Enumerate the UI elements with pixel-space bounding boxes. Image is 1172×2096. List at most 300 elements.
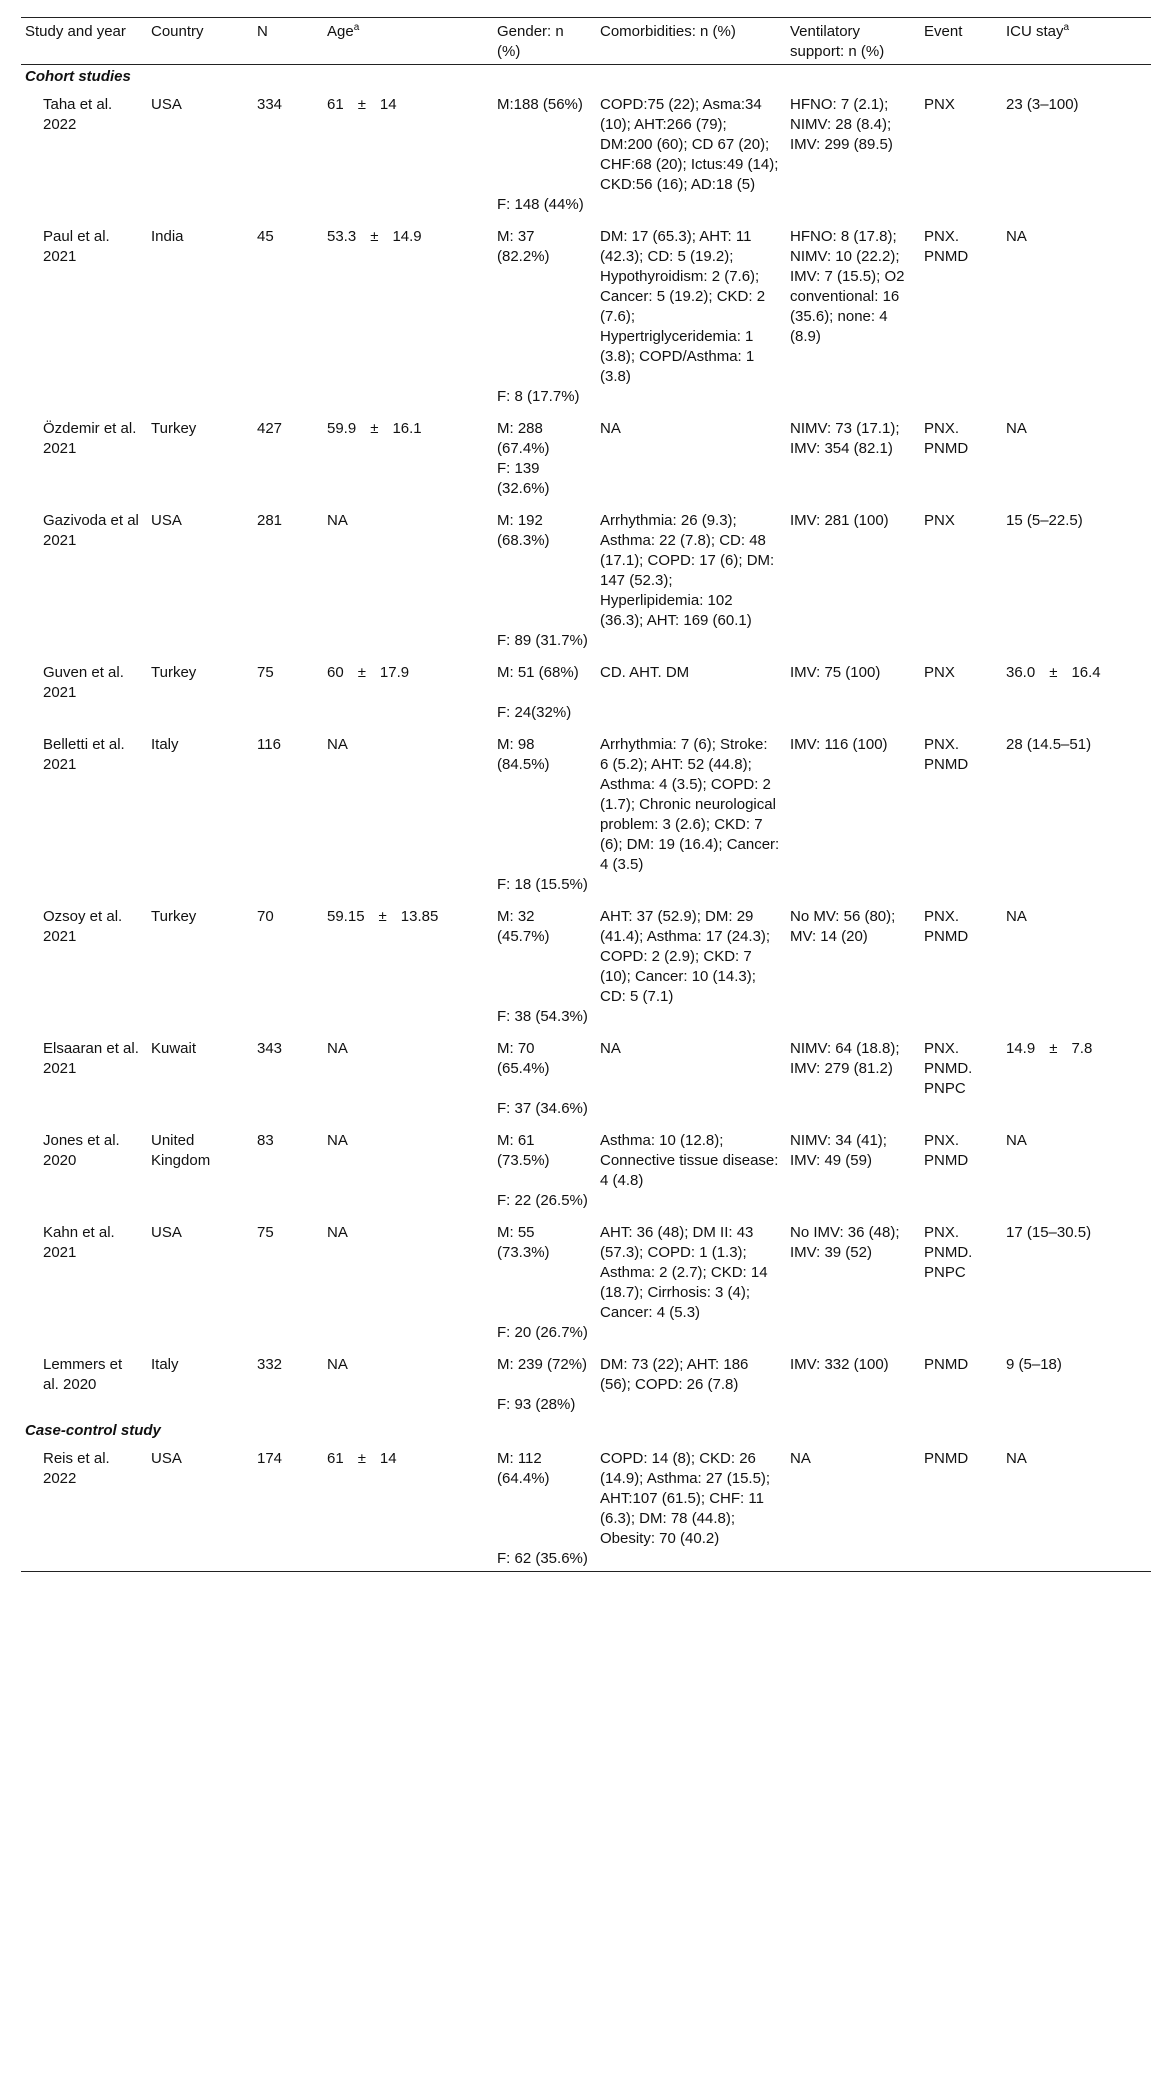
cell-empty [21, 631, 147, 655]
cell-event: PNX [924, 96, 955, 113]
cell-comorbidities: AHT: 37 (52.9); DM: 29 (41.4); Asthma: 17 (24.3); COPD: 2 (2.9); CKD: 7 (10); Cancer: 10 (14.3); CD: 5 (7.1) [600, 908, 771, 1005]
cell-icu [1002, 87, 1151, 195]
cell-empty [323, 1323, 493, 1347]
header-age [323, 18, 493, 65]
cell-icu [1002, 655, 1151, 703]
cell-empty [596, 1323, 786, 1347]
cell-empty [253, 1323, 323, 1347]
table-row [21, 503, 1151, 631]
age-value: NA [327, 1132, 348, 1149]
cell-icu [1002, 727, 1151, 875]
cell-empty [786, 387, 920, 411]
header-comorbidities-text: Comorbidities: n (%) [600, 23, 736, 40]
cell-empty [253, 875, 323, 899]
cell-ventilatory: IMV: 75 (100) [790, 664, 881, 681]
table-row [21, 1215, 1151, 1323]
cell-empty [1002, 1549, 1151, 1572]
cell-empty [596, 387, 786, 411]
cell-empty [147, 875, 253, 899]
header-country-text: Country [151, 23, 204, 40]
header-country [147, 18, 253, 65]
cell-country: USA [151, 96, 182, 113]
cell-gender-female: F: 24(32%) [497, 704, 572, 721]
cell-empty [1002, 1191, 1151, 1215]
table-row [21, 411, 1151, 459]
header-event-text: Event [924, 23, 963, 40]
cell-gender-female: F: 62 (35.6%) [493, 1549, 596, 1572]
icu-value: 28 (14.5–51) [1006, 736, 1092, 753]
cell-study: Guven et al. 2021 [43, 664, 124, 701]
cell-empty [147, 459, 253, 503]
cell-empty [253, 1099, 323, 1123]
cell-empty [253, 1191, 323, 1215]
header-age-footnote: a [353, 22, 360, 33]
age-sd: 14 [379, 1450, 397, 1467]
cell-icu [1002, 1347, 1151, 1395]
age-value: NA [327, 736, 348, 753]
cell-comorbidities: NA [600, 1040, 621, 1057]
cell-gender-female: F: 18 (15.5%) [497, 876, 588, 893]
cell-n: 174 [257, 1450, 283, 1467]
cell-study: Özdemir et al. 2021 [43, 420, 137, 457]
icu-sd: 16.4 [1071, 664, 1101, 681]
cell-empty [253, 631, 323, 655]
header-ventilatory-text: Ventilatory support: n (%) [790, 23, 885, 60]
cell-event: PNX [924, 512, 955, 529]
icu-value: 17 (15–30.5) [1006, 1224, 1092, 1241]
cell-age [323, 503, 493, 631]
age-sd: 13.85 [400, 908, 439, 925]
table-row-female [21, 1191, 1151, 1215]
cell-n: 70 [257, 908, 274, 925]
cell-empty [786, 631, 920, 655]
table-header [21, 18, 1151, 65]
age-plus-minus: ± [370, 420, 379, 437]
cell-empty [920, 459, 1002, 503]
cell-n: 427 [257, 420, 283, 437]
table-row [21, 87, 1151, 195]
cell-ventilatory: IMV: 116 (100) [790, 736, 888, 753]
cell-ventilatory: NIMV: 34 (41); IMV: 49 (59) [790, 1132, 887, 1169]
table-row-female [21, 703, 1151, 727]
section-title: Cohort studies [25, 68, 131, 85]
section-title: Case-control study [25, 1422, 161, 1439]
cell-age [323, 219, 493, 387]
icu-value: NA [1006, 1132, 1027, 1149]
cell-icu [1002, 1031, 1151, 1099]
table-row-female [21, 1323, 1151, 1347]
icu-value: NA [1006, 908, 1027, 925]
cell-icu [1002, 1215, 1151, 1323]
cell-country: Italy [151, 1356, 179, 1373]
header-event [920, 18, 1002, 65]
cell-ventilatory: No MV: 56 (80); MV: 14 (20) [790, 908, 896, 945]
cell-comorbidities: CD. AHT. DM [600, 664, 690, 681]
cell-n: 343 [257, 1040, 283, 1057]
cell-empty [21, 1323, 147, 1347]
cell-age [323, 1031, 493, 1099]
age-value: NA [327, 1224, 348, 1241]
cell-age [323, 1215, 493, 1323]
cell-age [323, 411, 493, 459]
icu-value: 14.9 [1006, 1040, 1036, 1057]
cell-country: India [151, 228, 184, 245]
cell-empty [21, 387, 147, 411]
cell-event: PNX. PNMD. PNPC [924, 1224, 973, 1281]
table-row [21, 899, 1151, 1007]
cell-age [323, 899, 493, 1007]
age-plus-minus: ± [357, 664, 366, 681]
table-row-female [21, 875, 1151, 899]
cell-ventilatory: NA [790, 1450, 811, 1467]
cell-event: PNMD [924, 1450, 969, 1467]
table-row [21, 219, 1151, 387]
cell-comorbidities: COPD: 14 (8); CKD: 26 (14.9); Asthma: 27 (15.5); AHT:107 (61.5); CHF: 11 (6.3); DM: 78 (44.8); Obesity: 70 (40.2) [600, 1450, 771, 1547]
cell-empty [786, 1549, 920, 1572]
age-value: 59.9 [327, 420, 357, 437]
age-plus-minus: ± [370, 228, 379, 245]
cell-empty [147, 631, 253, 655]
cell-empty [1002, 459, 1151, 503]
cell-age [323, 87, 493, 195]
icu-value: NA [1006, 1450, 1027, 1467]
header-gender-text: Gender: n (%) [497, 23, 564, 60]
cell-empty [1002, 1323, 1151, 1347]
cell-age [323, 1441, 493, 1549]
cell-empty [786, 1007, 920, 1031]
cell-empty [323, 1395, 493, 1419]
cell-comorbidities: DM: 17 (65.3); AHT: 11 (42.3); CD: 5 (19.2); Hypothyroidism: 2 (7.6); Cancer: 5 (19.2); CKD: 2 (7.6); Hypertriglyceridemia: 1 (3.8); COPD/Asthma: 1 (3.8) [600, 228, 766, 385]
cell-comorbidities: Arrhythmia: 7 (6); Stroke: 6 (5.2); AHT: 52 (44.8); Asthma: 4 (3.5); COPD: 2 (1.7); Chronic neurological problem: 3 (2.6); CKD: 7 (6); DM: 19 (16.4); Cancer: 4 (3.5) [600, 736, 780, 873]
cell-n: 75 [257, 664, 274, 681]
cell-ventilatory: IMV: 281 (100) [790, 512, 889, 529]
icu-value: 36.0 [1006, 664, 1036, 681]
cell-gender-female: F: 93 (28%) [497, 1396, 576, 1413]
cell-empty [596, 875, 786, 899]
age-value: NA [327, 512, 348, 529]
header-study [21, 18, 147, 65]
cell-empty [323, 1007, 493, 1031]
cell-gender-female: F: 148 (44%) [497, 196, 584, 213]
cell-empty [323, 875, 493, 899]
cell-empty [147, 1191, 253, 1215]
cell-age [323, 1347, 493, 1395]
cell-ventilatory: IMV: 332 (100) [790, 1356, 889, 1373]
cell-gender-female: F: 37 (34.6%) [497, 1100, 588, 1117]
cell-empty [1002, 631, 1151, 655]
cell-empty [323, 631, 493, 655]
cell-empty [21, 703, 147, 727]
cell-empty [147, 1099, 253, 1123]
cell-empty [596, 459, 786, 503]
cell-empty [786, 1191, 920, 1215]
cell-n: 281 [257, 512, 283, 529]
age-value: 61 [327, 1450, 344, 1467]
cell-empty [253, 1549, 323, 1572]
cell-gender-male: M: 55 (73.3%) [497, 1224, 550, 1261]
cell-empty [786, 195, 920, 219]
cell-gender-female: F: 8 (17.7%) [497, 388, 580, 405]
table-row-female [21, 459, 1151, 503]
cell-empty [1002, 387, 1151, 411]
cell-empty [323, 195, 493, 219]
cell-age [323, 655, 493, 703]
cell-study: Ozsoy et al. 2021 [43, 908, 123, 945]
table-row [21, 655, 1151, 703]
header-icu-footnote: a [1063, 22, 1070, 33]
cell-empty [920, 703, 1002, 727]
cell-gender-male: M: 112 (64.4%) [497, 1450, 550, 1487]
cell-empty [596, 703, 786, 727]
cell-empty [786, 459, 920, 503]
cell-gender-male: M: 239 (72%) [497, 1356, 588, 1373]
cell-empty [786, 703, 920, 727]
cell-empty [920, 1323, 1002, 1347]
cell-icu [1002, 1123, 1151, 1191]
cell-empty [323, 703, 493, 727]
cell-empty [1002, 1395, 1151, 1419]
cell-ventilatory: HFNO: 8 (17.8); NIMV: 10 (22.2); IMV: 7 (15.5); O2 conventional: 16 (35.6); none: 4 (8.9) [790, 228, 905, 345]
age-sd: 14.9 [392, 228, 422, 245]
cell-study: Gazivoda et al 2021 [43, 512, 139, 549]
cell-gender-female: F: 20 (26.7%) [497, 1324, 588, 1341]
header-icu-text: ICU stay [1006, 23, 1064, 40]
cell-empty [920, 1395, 1002, 1419]
section-row [21, 65, 1151, 88]
cell-gender-male: M: 70 (65.4%) [497, 1040, 550, 1077]
table-row [21, 1441, 1151, 1549]
cell-empty [147, 1323, 253, 1347]
age-value: 53.3 [327, 228, 357, 245]
cell-empty [920, 195, 1002, 219]
cell-empty [323, 387, 493, 411]
cell-empty [21, 1549, 147, 1572]
cell-empty [323, 459, 493, 503]
cell-ventilatory: NIMV: 64 (18.8); IMV: 279 (81.2) [790, 1040, 900, 1077]
table-body [21, 65, 1151, 1572]
cell-empty [1002, 1099, 1151, 1123]
cell-n: 332 [257, 1356, 283, 1373]
cell-gender-female: F: 139 (32.6%) [497, 460, 550, 497]
cell-empty [596, 1191, 786, 1215]
cell-study: Belletti et al. 2021 [43, 736, 125, 773]
cell-study: Kahn et al. 2021 [43, 1224, 115, 1261]
cell-event: PNX. PNMD [924, 736, 969, 773]
cell-ventilatory: No IMV: 36 (48); IMV: 39 (52) [790, 1224, 900, 1261]
cell-event: PNX. PNMD. PNPC [924, 1040, 973, 1097]
icu-value: NA [1006, 420, 1027, 437]
cell-country: Turkey [151, 664, 197, 681]
cell-event: PNX. PNMD [924, 420, 969, 457]
cell-empty [1002, 875, 1151, 899]
age-plus-minus: ± [378, 908, 387, 925]
cell-study: Lemmers et al. 2020 [43, 1356, 123, 1393]
cell-study: Taha et al. 2022 [43, 96, 113, 133]
cell-gender-female: F: 89 (31.7%) [497, 632, 588, 649]
cell-empty [1002, 703, 1151, 727]
cell-event: PNX. PNMD [924, 1132, 969, 1169]
cell-gender-male: M: 61 (73.5%) [497, 1132, 550, 1169]
cell-country: Kuwait [151, 1040, 197, 1057]
cell-icu [1002, 1441, 1151, 1549]
cell-comorbidities: DM: 73 (22); AHT: 186 (56); COPD: 26 (7.8) [600, 1356, 749, 1393]
cell-ventilatory: HFNO: 7 (2.1); NIMV: 28 (8.4); IMV: 299 (89.5) [790, 96, 893, 153]
header-gender [493, 18, 596, 65]
cell-study: Jones et al. 2020 [43, 1132, 120, 1169]
age-value: NA [327, 1356, 348, 1373]
cell-empty [920, 1549, 1002, 1572]
cell-country: United Kingdom [151, 1132, 211, 1169]
age-value: 59.15 [327, 908, 365, 925]
cell-empty [21, 459, 147, 503]
table-row-female [21, 1395, 1151, 1419]
cell-country: Turkey [151, 420, 197, 437]
cell-country: USA [151, 512, 182, 529]
age-sd: 17.9 [379, 664, 410, 681]
cell-comorbidities: Arrhythmia: 26 (9.3); Asthma: 22 (7.8); CD: 48 (17.1); COPD: 17 (6); DM: 147 (52.3); Hyperlipidemia: 102 (36.3); AHT: 169 (60.1) [600, 512, 775, 629]
cell-age [323, 1123, 493, 1191]
age-sd: 14 [379, 96, 397, 113]
age-sd: 16.1 [392, 420, 422, 437]
cell-empty [596, 1007, 786, 1031]
cell-ventilatory: NIMV: 73 (17.1); IMV: 354 (82.1) [790, 420, 900, 457]
cell-empty [21, 875, 147, 899]
table-row-female [21, 1007, 1151, 1031]
cell-empty [920, 1099, 1002, 1123]
table-row [21, 1031, 1151, 1099]
cell-empty [596, 1099, 786, 1123]
cell-gender-female: F: 38 (54.3%) [497, 1008, 588, 1025]
table-row [21, 1123, 1151, 1191]
icu-value: 23 (3–100) [1006, 96, 1079, 113]
cell-empty [920, 875, 1002, 899]
cell-icu [1002, 899, 1151, 1007]
cell-empty [920, 631, 1002, 655]
cell-empty [21, 1191, 147, 1215]
table-row-female [21, 1099, 1151, 1123]
cell-empty [786, 1323, 920, 1347]
icu-sd: 7.8 [1071, 1040, 1093, 1057]
cell-age [323, 727, 493, 875]
cell-n: 83 [257, 1132, 274, 1149]
cell-country: USA [151, 1224, 182, 1241]
cell-empty [920, 1191, 1002, 1215]
cell-empty [323, 1191, 493, 1215]
cell-gender-male: M: 288 (67.4%) [497, 420, 550, 457]
cell-empty [786, 1099, 920, 1123]
cell-empty [147, 195, 253, 219]
cell-event: PNX. PNMD [924, 908, 969, 945]
cell-gender-female: F: 22 (26.5%) [497, 1192, 588, 1209]
header-n [253, 18, 323, 65]
cell-empty [1002, 195, 1151, 219]
age-plus-minus: ± [357, 1450, 366, 1467]
cell-empty [596, 631, 786, 655]
cell-empty [253, 195, 323, 219]
icu-value: NA [1006, 228, 1027, 245]
cell-icu [1002, 219, 1151, 387]
cell-empty [920, 1007, 1002, 1031]
age-value: NA [327, 1040, 348, 1057]
age-value: 61 [327, 96, 344, 113]
cell-empty [920, 387, 1002, 411]
cell-empty [323, 1099, 493, 1123]
age-value: 60 [327, 664, 344, 681]
cell-empty [596, 1549, 786, 1572]
cell-gender-male: M: 192 (68.3%) [497, 512, 550, 549]
section-row [21, 1419, 1151, 1441]
cell-gender-male: M:188 (56%) [497, 96, 583, 113]
cell-empty [21, 1007, 147, 1031]
cell-empty [253, 703, 323, 727]
cell-empty [147, 1007, 253, 1031]
cell-n: 334 [257, 96, 283, 113]
cell-event: PNX [924, 664, 955, 681]
cell-empty [21, 195, 147, 219]
header-ventilatory [786, 18, 920, 65]
cell-gender-male: M: 37 (82.2%) [497, 228, 550, 265]
icu-plus-minus: ± [1049, 664, 1058, 681]
table-row [21, 1347, 1151, 1395]
cell-empty [147, 1549, 253, 1572]
cell-empty [253, 1007, 323, 1031]
icu-value: 9 (5–18) [1006, 1356, 1062, 1373]
cell-event: PNMD [924, 1356, 969, 1373]
cell-empty [253, 459, 323, 503]
icu-value: 15 (5–22.5) [1006, 512, 1083, 529]
cell-empty [21, 1099, 147, 1123]
cell-country: Turkey [151, 908, 197, 925]
header-n-text: N [257, 23, 268, 40]
cell-study: Elsaaran et al. 2021 [43, 1040, 139, 1077]
cell-comorbidities: Asthma: 10 (12.8); Connective tissue disease: 4 (4.8) [600, 1132, 779, 1189]
cell-study: Reis et al. 2022 [43, 1450, 110, 1487]
table-row-female [21, 631, 1151, 655]
cell-empty [596, 195, 786, 219]
cell-comorbidities: COPD:75 (22); Asma:34 (10); AHT:266 (79); DM:200 (60); CD 67 (20); CHF:68 (20); Ictus:49 (14); CKD:56 (16); AD:18 (5) [600, 96, 779, 193]
cell-empty [786, 875, 920, 899]
cell-comorbidities: NA [600, 420, 621, 437]
age-plus-minus: ± [357, 96, 366, 113]
cell-empty [253, 387, 323, 411]
cell-icu [1002, 503, 1151, 631]
table-row-female [21, 195, 1151, 219]
cell-event: PNX. PNMD [924, 228, 969, 265]
cell-country: USA [151, 1450, 182, 1467]
cell-comorbidities: AHT: 36 (48); DM II: 43 (57.3); COPD: 1 (1.3); Asthma: 2 (2.7); CKD: 14 (18.7); Cirrhosis: 3 (4); Cancer: 4 (5.3) [600, 1224, 768, 1321]
cell-gender-male: M: 32 (45.7%) [497, 908, 550, 945]
cell-n: 75 [257, 1224, 274, 1241]
cell-empty [147, 387, 253, 411]
cell-empty [786, 1395, 920, 1419]
cell-n: 45 [257, 228, 274, 245]
header-row [21, 18, 1151, 65]
cell-study: Paul et al. 2021 [43, 228, 110, 265]
table-row-female [21, 1549, 1151, 1572]
cell-empty [596, 1395, 786, 1419]
cell-icu [1002, 411, 1151, 459]
cell-n: 116 [257, 736, 281, 753]
cell-gender-male: M: 51 (68%) [497, 664, 579, 681]
icu-plus-minus: ± [1049, 1040, 1058, 1057]
header-icu [1002, 18, 1151, 65]
cell-empty [253, 1395, 323, 1419]
cell-gender-male: M: 98 (84.5%) [497, 736, 550, 773]
header-age-text: Age [327, 23, 354, 40]
cell-empty [1002, 1007, 1151, 1031]
header-comorbidities [596, 18, 786, 65]
header-study-text: Study and year [25, 23, 126, 40]
